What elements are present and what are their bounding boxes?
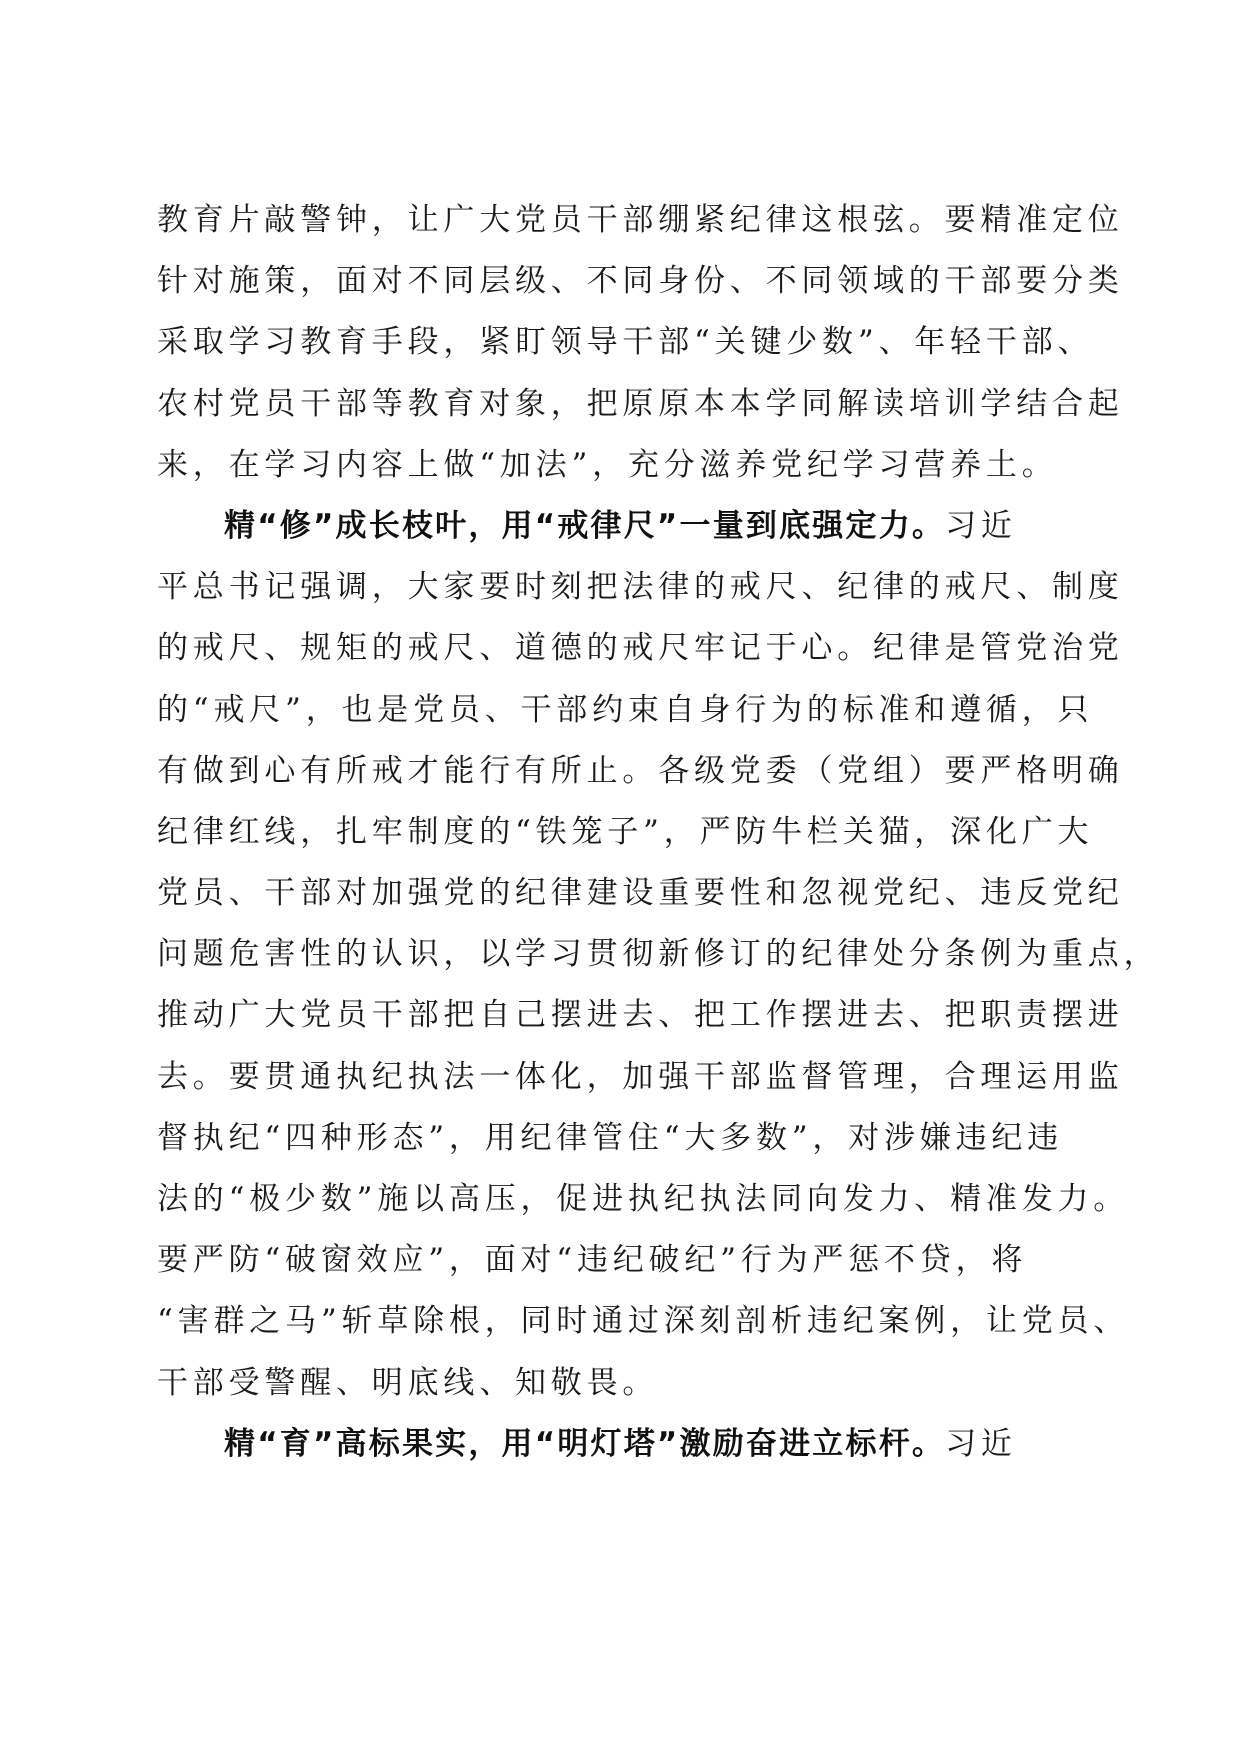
body-text — [157, 190, 1160, 1475]
text-line — [157, 802, 1094, 863]
line-text: 习近 — [945, 1425, 1017, 1462]
text-line — [157, 374, 1124, 435]
line-text: 督执纪“四种形态”，用纪律管住“大多数”，对涉嫌违纪违 — [157, 1119, 1063, 1156]
text-line — [157, 618, 1124, 679]
text-line — [157, 924, 1160, 985]
line-text: 党员、干部对加强党的纪律建设重要性和忽视党纪、违反党纪 — [157, 875, 1124, 912]
text-line — [157, 1230, 1087, 1291]
line-text: 来，在学习内容上做“加法”，充分滋养党纪学习营养土。 — [157, 446, 1058, 483]
text-line — [157, 435, 1087, 496]
line-text: 习近 — [945, 507, 1017, 544]
line-text: 去。要贯通执纪执法一体化，加强干部监督管理，合理运用监 — [157, 1058, 1124, 1095]
paragraph-lead-heading: 精“育”高标果实，用“明灯塔”激励奋进立标杆。 — [224, 1425, 946, 1462]
line-text: 干部受警醒、明底线、知敬畏。 — [157, 1364, 659, 1401]
line-text: 的戒尺、规矩的戒尺、道德的戒尺牢记于心。纪律是管党治党 — [157, 630, 1124, 667]
text-line — [157, 863, 1124, 924]
line-text: 采取学习教育手段，紧盯领导干部“关键少数”、年轻干部、 — [157, 324, 1094, 361]
text-line — [157, 985, 1124, 1046]
text-line — [157, 1047, 1124, 1108]
line-text: 推动广大党员干部把自己摆进去、把工作摆进去、把职责摆进 — [157, 997, 1124, 1034]
line-text: 法的“极少数”施以高压，促进执纪执法同向发力、精准发力。 — [157, 1181, 1130, 1217]
line-text: 有做到心有所戒才能行有所止。各级党委（党组）要严格明确 — [157, 752, 1124, 789]
text-line — [157, 1291, 1130, 1352]
line-text: 要严防“破窗效应”，面对“违纪破纪”行为严惩不贷，将 — [157, 1242, 1028, 1279]
text-line — [157, 1169, 1130, 1230]
text-line — [157, 741, 1124, 802]
text-line — [157, 1108, 1087, 1169]
line-text: “害群之马”斩草除根，同时通过深刻剖析违纪案例，让党员、 — [157, 1303, 1130, 1340]
line-text: 教育片敲警钟，让广大党员干部绷紧纪律这根弦。要精准定位 — [157, 202, 1124, 238]
text-line — [157, 190, 1124, 251]
text-line — [157, 557, 1124, 618]
line-text: 纪律红线，扎牢制度的“铁笼子”，严防牛栏关猫，深化广大 — [157, 813, 1094, 850]
line-text: 问题危害性的认识，以学习贯彻新修订的纪律处分条例为重点， — [157, 936, 1160, 973]
text-line — [157, 312, 1094, 373]
line-text: 的“戒尺”，也是党员、干部约束自身行为的标准和遵循，只 — [157, 691, 1094, 728]
line-text: 针对施策，面对不同层级、不同身份、不同领域的干部要分类 — [157, 263, 1124, 300]
paragraph-lead-heading: 精“修”成长枝叶，用“戒律尺”一量到底强定力。 — [224, 507, 946, 544]
paragraph-heading-line — [157, 1414, 1087, 1475]
text-line — [157, 680, 1094, 741]
text-line — [157, 1353, 1087, 1414]
line-text: 农村党员干部等教育对象，把原原本本学同解读培训学结合起 — [157, 385, 1124, 422]
text-line — [157, 251, 1124, 312]
paragraph-heading-line — [157, 496, 1087, 557]
line-text: 平总书记强调，大家要时刻把法律的戒尺、纪律的戒尺、制度 — [157, 569, 1124, 606]
